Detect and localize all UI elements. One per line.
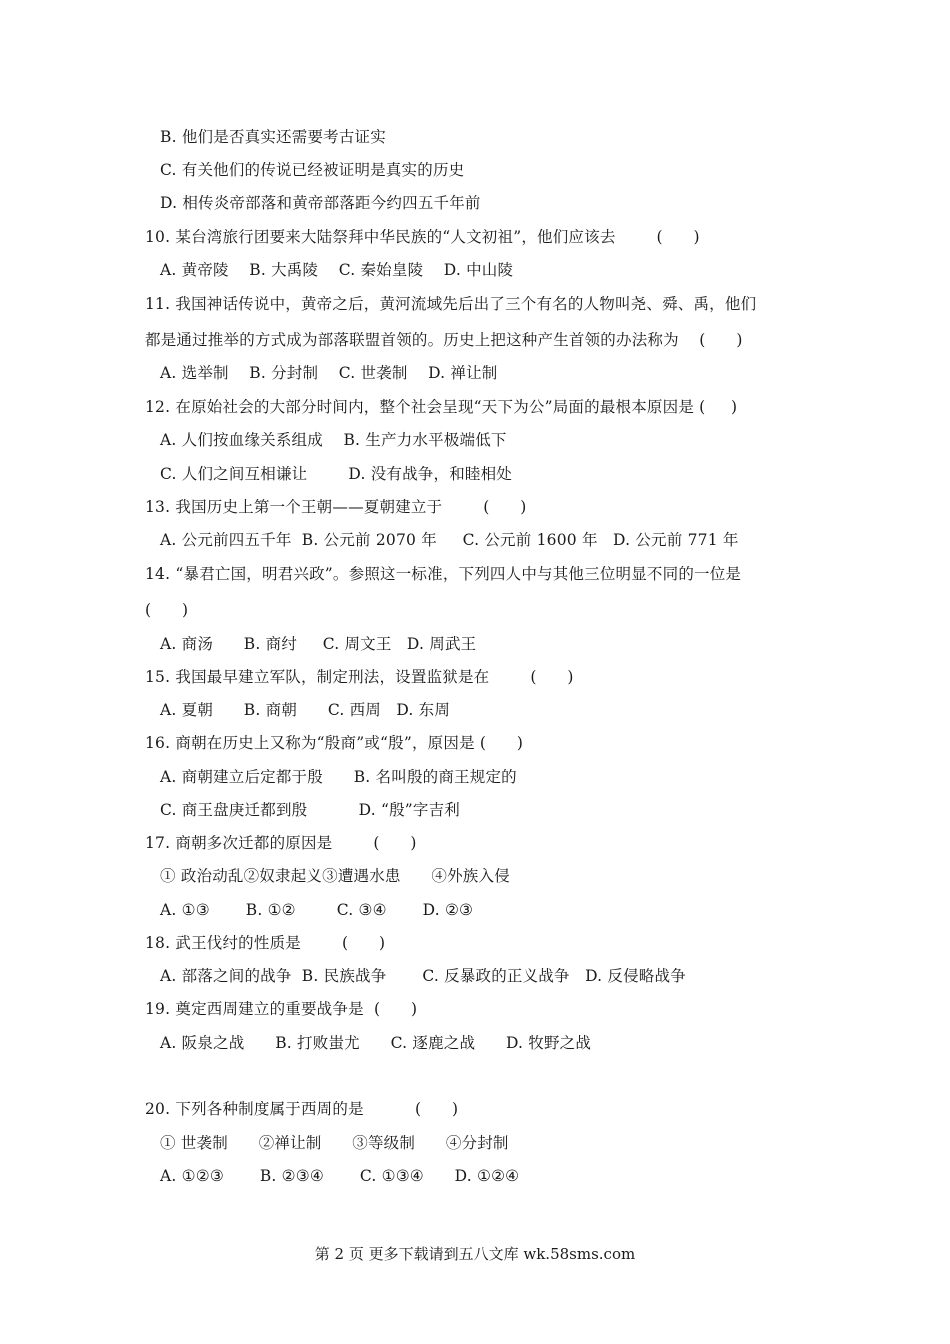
q19-stem: 19. 奠定西周建立的重要战争是 ( ) <box>145 1000 418 1018</box>
q18-options: A. 部落之间的战争 B. 民族战争 C. 反暴政的正义战争 D. 反侵略战争 <box>160 967 686 985</box>
q15-options: A. 夏朝 B. 商朝 C. 西周 D. 东周 <box>160 701 451 719</box>
q9-option-d: D. 相传炎帝部落和黄帝部落距今约四五千年前 <box>160 194 481 212</box>
q11-options: A. 选举制 B. 分封制 C. 世袭制 D. 禅让制 <box>160 364 498 382</box>
q16-options-cd: C. 商王盘庚迁都到殷 D. “殷”字吉利 <box>160 801 461 819</box>
q14-options: A. 商汤 B. 商纣 C. 周文王 D. 周武王 <box>160 635 477 653</box>
q19-options: A. 阪泉之战 B. 打败蚩尤 C. 逐鹿之战 D. 牧野之战 <box>160 1034 592 1052</box>
q12-stem: 12. 在原始社会的大部分时间内，整个社会呈现“天下为公”局面的最根本原因是 ( ) <box>145 398 738 416</box>
q11-stem-line2: 都是通过推举的方式成为部落联盟首领的。历史上把这种产生首领的办法称为 ( ) <box>145 331 743 349</box>
q12-options-ab: A. 人们按血缘关系组成 B. 生产力水平极端低下 <box>160 431 507 449</box>
q12-options-cd: C. 人们之间互相谦让 D. 没有战争，和睦相处 <box>160 465 513 483</box>
q9-option-c: C. 有关他们的传说已经被证明是真实的历史 <box>160 161 465 179</box>
q15-stem: 15. 我国最早建立军队，制定刑法，设置监狱是在 ( ) <box>145 668 574 686</box>
q17-items: ① 政治动乱②奴隶起义③遭遇水患 ④外族入侵 <box>160 867 510 885</box>
q9-option-b: B. 他们是否真实还需要考古证实 <box>160 128 386 146</box>
q17-stem: 17. 商朝多次迁都的原因是 ( ) <box>145 834 417 852</box>
q14-answer-blank: ( ) <box>145 601 189 619</box>
q13-stem: 13. 我国历史上第一个王朝——夏朝建立于 ( ) <box>145 498 527 516</box>
page-footer: 第 2 页 更多下载请到五八文库 wk.58sms.com <box>314 1245 636 1263</box>
q17-options: A. ①③ B. ①② C. ③④ D. ②③ <box>160 901 474 919</box>
q14-stem: 14. “暴君亡国，明君兴政”。参照这一标准，下列四人中与其他三位明显不同的一位是 <box>145 565 742 583</box>
q20-items: ① 世袭制 ②禅让制 ③等级制 ④分封制 <box>160 1134 509 1152</box>
q11-stem-line1: 11. 我国神话传说中，黄帝之后，黄河流域先后出了三个有名的人物叫尧、舜、禹，他们 <box>145 295 757 313</box>
q16-options-ab: A. 商朝建立后定都于殷 B. 名叫殷的商王规定的 <box>160 768 517 786</box>
q20-stem: 20. 下列各种制度属于西周的是 ( ) <box>145 1100 459 1118</box>
q18-stem: 18. 武王伐纣的性质是 ( ) <box>145 934 386 952</box>
q13-options: A. 公元前四五千年 B. 公元前 2070 年 C. 公元前 1600 年 D. 公元前 771 年 <box>160 531 739 549</box>
q10-stem: 10. 某台湾旅行团要来大陆祭拜中华民族的“人文初祖”，他们应该去 ( ) <box>145 228 700 246</box>
q10-options: A. 黄帝陵 B. 大禹陵 C. 秦始皇陵 D. 中山陵 <box>160 261 514 279</box>
q16-stem: 16. 商朝在历史上又称为“殷商”或“殷”，原因是 ( ) <box>145 734 524 752</box>
q20-options: A. ①②③ B. ②③④ C. ①③④ D. ①②④ <box>160 1167 520 1185</box>
